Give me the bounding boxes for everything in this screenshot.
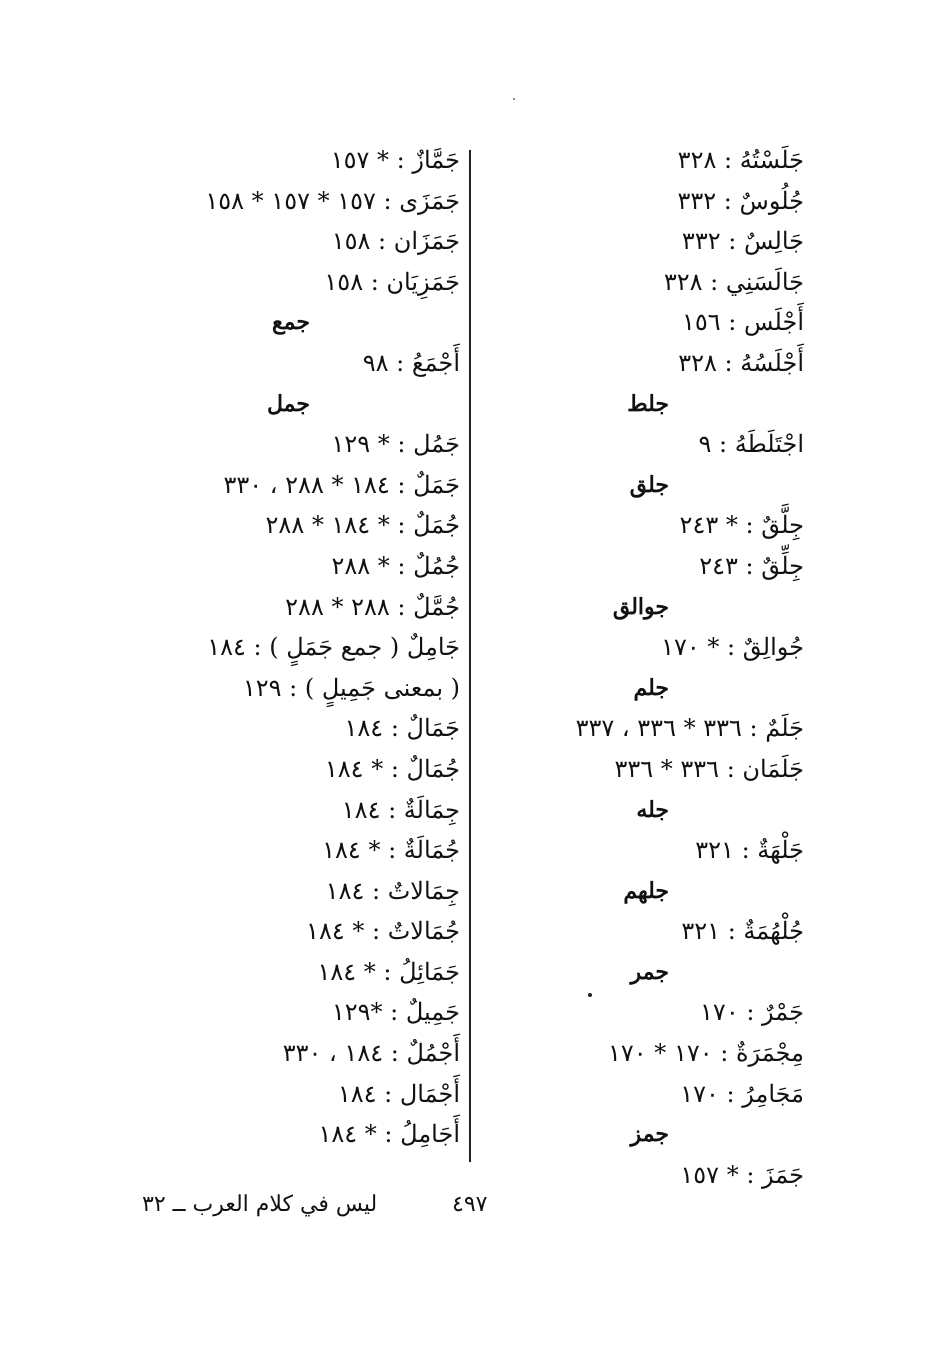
index-entry: جَمَزَى : ١٥٧ * ١٥٧ * ١٥٨ — [205, 186, 460, 215]
index-entry: مِجْمَرَةٌ : ١٧٠ * ١٧٠ — [608, 1039, 804, 1068]
index-entry: جُلُوسٌ : ٣٣٢ — [677, 186, 804, 215]
index-entry: جَلَمَان : ٣٣٦ * ٣٣٦ — [614, 754, 804, 783]
index-entry: جَالَسَنِي : ٣٢٨ — [663, 267, 804, 296]
index-entry: جَمِيلٌ : *١٢٩ — [331, 998, 460, 1027]
root-heading: جمع — [271, 309, 310, 336]
index-entry: جَمَائِلُ : * ١٨٤ — [317, 957, 460, 986]
index-entry: جُمَالاتٌ : * ١٨٤ — [306, 917, 460, 946]
column-divider — [469, 150, 471, 1162]
root-heading: جمز — [630, 1121, 669, 1148]
root-heading: جلق — [629, 471, 669, 498]
index-entry: جُمَّلٌ : ٢٨٨ * ٢٨٨ — [285, 592, 460, 621]
index-entry: جِلَّقٌ : * ٢٤٣ — [679, 511, 804, 540]
root-heading: جمل — [267, 390, 310, 417]
index-entry: أَجْمُلٌ : ١٨٤ ، ٣٣٠ — [282, 1039, 460, 1068]
index-entry: جَمَّازٌ : * ١٥٧ — [330, 146, 460, 174]
index-entry: اجْتَلَطَهُ : ٩ — [698, 430, 804, 459]
index-entry: جِمَالَةٌ : ١٨٤ — [341, 795, 460, 824]
root-heading: جلم — [633, 674, 669, 701]
index-entry: جِمَالاتٌ : ١٨٤ — [325, 876, 460, 905]
index-entry: جَمْرٌ : ١٧٠ — [700, 998, 804, 1027]
index-entry: جُمُلٌ : * ٢٨٨ — [331, 551, 460, 580]
index-entry: جُمَالٌ : * ١٨٤ — [324, 754, 460, 783]
stray-dot — [588, 993, 592, 997]
root-heading: جله — [636, 796, 669, 823]
index-entry: مَجَامِرُ : ١٧٠ — [680, 1079, 804, 1108]
top-dot — [513, 98, 515, 100]
running-title: ليس في كلام العرب ــ ٣٢ — [142, 1192, 378, 1217]
index-entry: جَلَمٌ : ٣٣٦ * ٣٣٦ ، ٣٣٧ — [575, 714, 804, 743]
index-entry: جَمَزَ : * ١٥٧ — [680, 1160, 804, 1189]
index-entry: جِلِّقٌ : ٢٤٣ — [699, 551, 804, 580]
index-entry: جَالِسٌ : ٣٣٢ — [681, 227, 804, 256]
index-entry: جُوالِقٌ : * ١٧٠ — [661, 633, 804, 662]
root-heading: جلط — [627, 390, 669, 417]
index-entry: أَجْلَس : ١٥٦ — [681, 308, 804, 337]
index-entry: جَلْهَةٌ : ٣٢١ — [695, 836, 804, 865]
index-entry: جُلْهُمَةٌ : ٣٢١ — [681, 917, 804, 946]
index-entry: جَمُل : * ١٢٩ — [331, 430, 460, 459]
index-entry: جُمَالَةٌ : * ١٨٤ — [322, 836, 460, 865]
index-entry: ( بمعنى جَمِيلٍ ) : ١٢٩ — [242, 673, 460, 702]
root-heading: جوالق — [612, 593, 669, 620]
index-entry: جَمَزِيَان : ١٥٨ — [324, 267, 460, 296]
root-heading: جمر — [630, 958, 669, 985]
index-entry: جُمَلٌ : * ١٨٤ * ٢٨٨ — [265, 511, 460, 540]
page-number: ٤٩٧ — [452, 1192, 488, 1217]
index-entry: جَامِلٌ ( جمع جَمَلٍ ) : ١٨٤ — [207, 633, 460, 662]
root-heading: جلهم — [623, 877, 669, 904]
index-entry: أَجْلَسُهُ : ٣٢٨ — [678, 348, 804, 377]
right-column — [514, 140, 804, 1195]
index-entry: جَمَزَان : ١٥٨ — [331, 227, 460, 256]
index-entry: جَلَسْتُهُ : ٣٢٨ — [677, 146, 804, 174]
index-entry: جَمَالٌ : ١٨٤ — [344, 714, 460, 743]
index-entry: أَجْمَال : ١٨٤ — [337, 1079, 460, 1108]
index-entry: أَجَامِلُ : * ١٨٤ — [318, 1120, 460, 1149]
left-column — [120, 140, 460, 1155]
index-entry: جَمَلٌ : ١٨٤ * ٢٨٨ ، ٣٣٠ — [223, 470, 460, 499]
index-entry: أَجْمَعُ : ٩٨ — [362, 348, 460, 377]
